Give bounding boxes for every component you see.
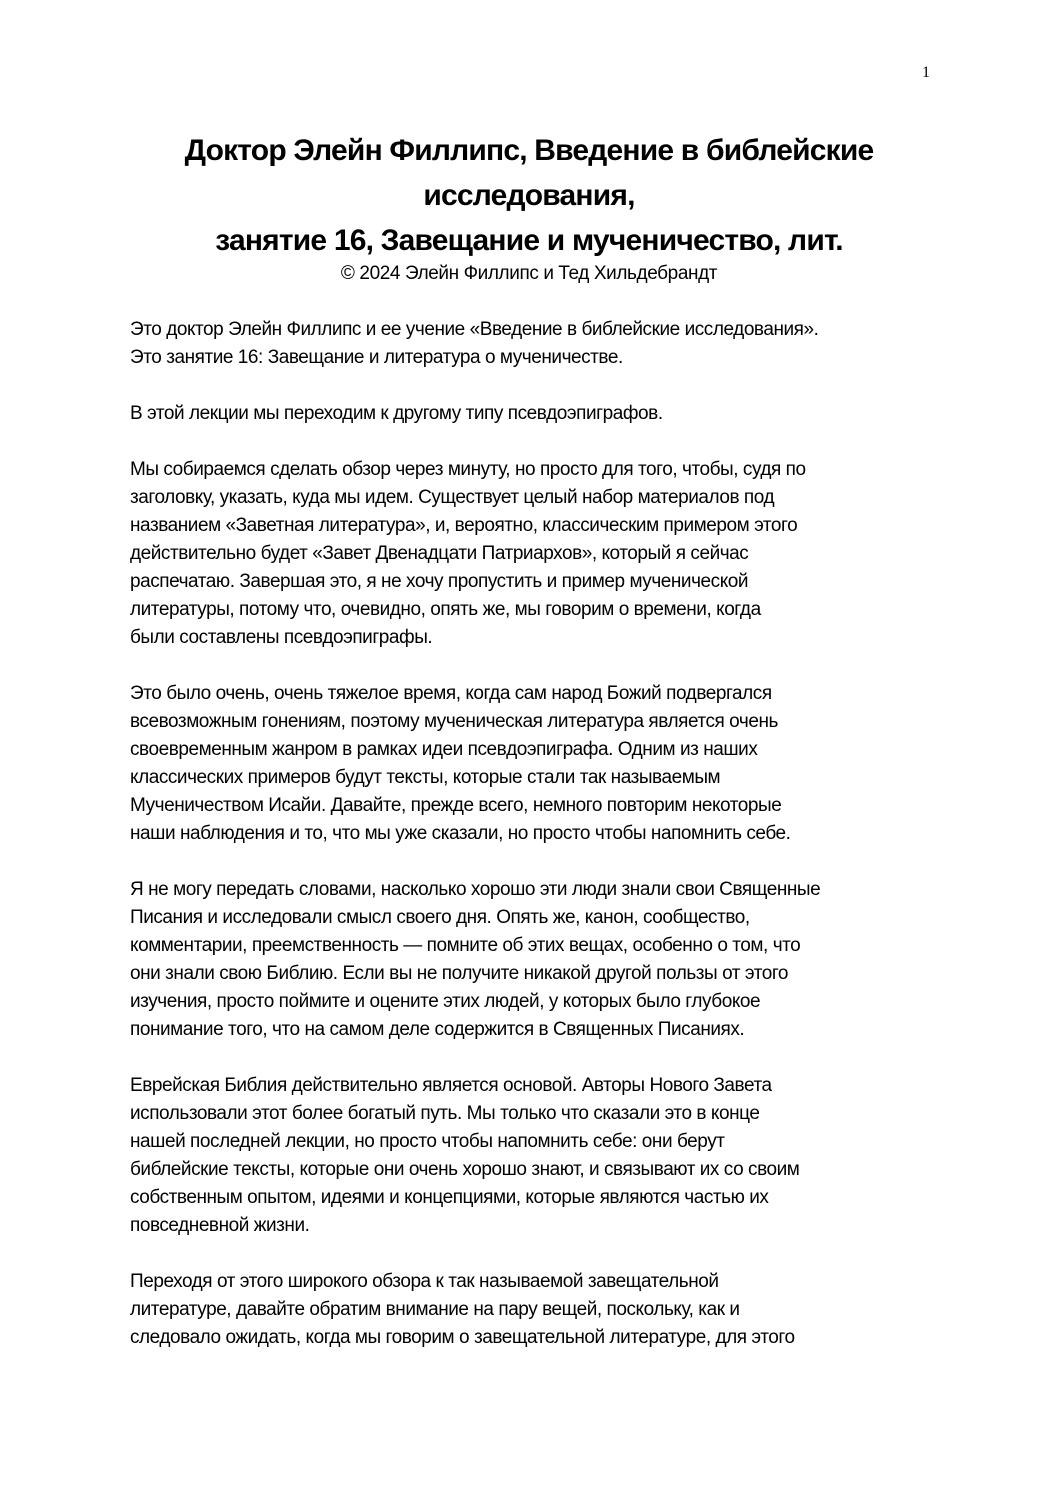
document-body <box>130 316 990 1380</box>
paragraph <box>130 1072 990 1240</box>
text-line: литературы, потому что, очевидно, опять же, мы говорим о времени, когда <box>130 599 761 620</box>
text-line: действительно будет «Завет Двенадцати Патриархов», который я сейчас <box>130 543 749 564</box>
text-line: Мы собираемся сделать обзор через минуту, но просто для того, чтобы, судя по <box>130 459 806 480</box>
text-line: комментарии, преемственность — помните об этих вещах, особенно о том, что <box>130 935 801 956</box>
paragraph <box>130 680 990 848</box>
text-line: они знали свою Библию. Если вы не получите никакой другой пользы от этого <box>130 963 789 984</box>
text-line: Переходя от этого широкого обзора к так называемой завещательной <box>130 1271 719 1292</box>
paragraph <box>130 400 990 428</box>
text-line: В этой лекции мы переходим к другому типу псевдоэпиграфов. <box>130 403 663 424</box>
text-line: следовало ожидать, когда мы говорим о завещательной литературе, для этого <box>130 1327 795 1348</box>
title-line: исследования, <box>423 179 635 212</box>
text-line: Писания и исследовали смысл своего дня. Опять же, канон, сообщество, <box>130 907 750 928</box>
copyright: © 2024 Элейн Филлипс и Тед Хильдебрандт <box>340 263 718 284</box>
text-line: наши наблюдения и то, что мы уже сказали, но просто чтобы напомнить себе. <box>130 823 791 844</box>
paragraph <box>130 316 990 372</box>
text-line: заголовку, указать, куда мы идем. Существует целый набор материалов под <box>130 487 775 508</box>
text-line: Это занятие 16: Завещание и литература о мученичестве. <box>130 347 623 368</box>
text-line: изучения, просто поймите и оцените этих людей, у которых было глубокое <box>130 991 761 1012</box>
title-line: Доктор Элейн Филлипс, Введение в библейские <box>184 134 874 167</box>
text-line: были составлены псевдоэпиграфы. <box>130 627 433 648</box>
paragraph <box>130 876 990 1044</box>
text-line: собственным опытом, идеями и концепциями, которые являются частью их <box>130 1187 769 1208</box>
text-line: названием «Заветная литература», и, вероятно, классическим примером этого <box>130 515 798 536</box>
text-line: Я не могу передать словами, насколько хорошо эти люди знали свои Священные <box>130 879 821 900</box>
text-line: использовали этот более богатый путь. Мы только что сказали это в конце <box>130 1103 760 1124</box>
document-title <box>0 128 1058 263</box>
text-line: своевременным жанром в рамках идеи псевдоэпиграфа. Одним из наших <box>130 739 758 760</box>
text-line: Это доктор Элейн Филлипс и ее учение «Введение в библейские исследования». <box>130 319 819 340</box>
text-line: библейские тексты, которые они очень хорошо знают, и связывают их со своим <box>130 1159 800 1180</box>
text-line: распечатаю. Завершая это, я не хочу пропустить и пример мученической <box>130 571 749 592</box>
text-line: Мученичеством Исайи. Давайте, прежде всего, немного повторим некоторые <box>130 795 782 816</box>
text-line: Еврейская Библия действительно является основой. Авторы Нового Завета <box>130 1075 772 1096</box>
text-line: нашей последней лекции, но просто чтобы напомнить себе: они берут <box>130 1131 725 1152</box>
page-number: 1 <box>922 64 930 81</box>
paragraph <box>130 456 990 652</box>
text-line: понимание того, что на самом деле содержится в Священных Писаниях. <box>130 1019 745 1040</box>
text-line: всевозможным гонениям, поэтому мученическая литература является очень <box>130 711 778 732</box>
text-line: повседневной жизни. <box>130 1215 310 1236</box>
paragraph <box>130 1268 990 1352</box>
text-line: литературе, давайте обратим внимание на пару вещей, поскольку, как и <box>130 1299 740 1320</box>
text-line: классических примеров будут тексты, которые стали так называемым <box>130 767 721 788</box>
text-line: Это было очень, очень тяжелое время, когда сам народ Божий подвергался <box>130 683 772 704</box>
title-line: занятие 16, Завещание и мученичество, лит. <box>215 224 843 257</box>
